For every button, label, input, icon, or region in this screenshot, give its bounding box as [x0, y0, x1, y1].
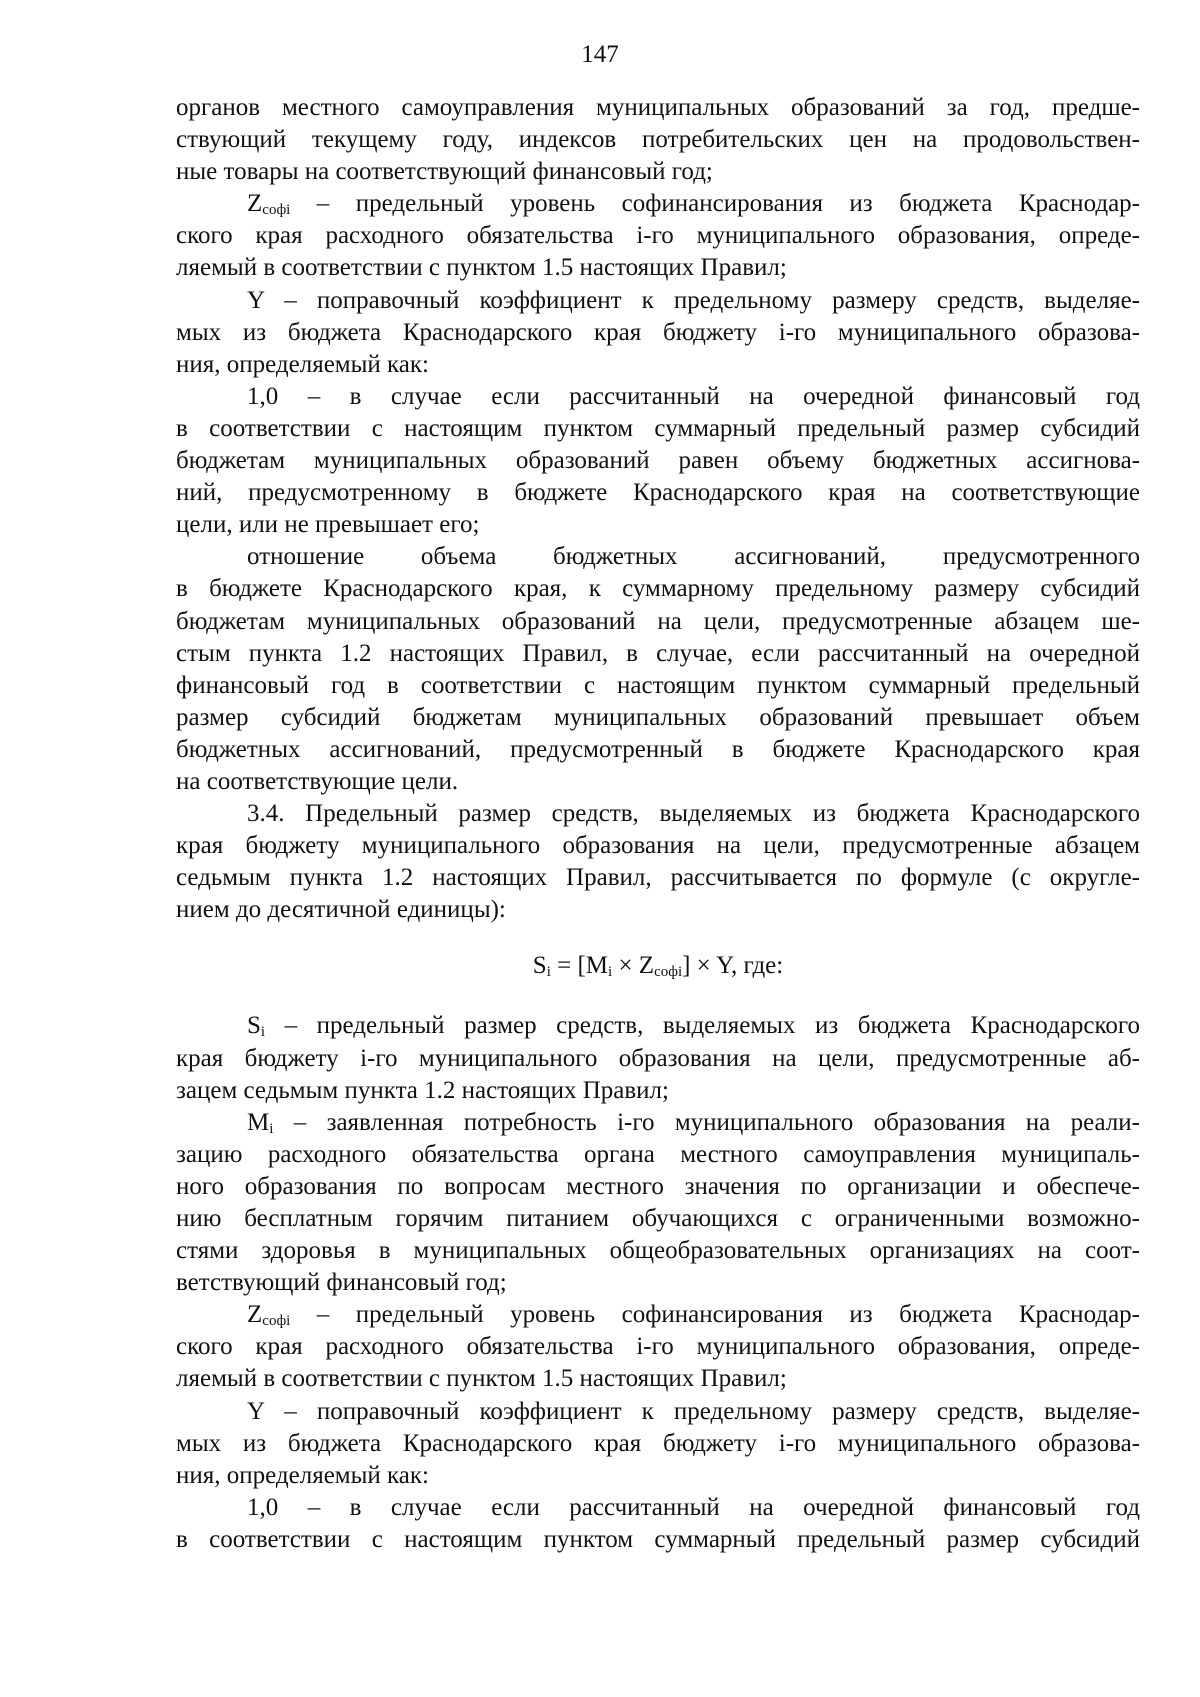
line-text: S	[247, 1012, 261, 1040]
line-text: ветствующий финансовый год;	[176, 1269, 507, 1297]
line-text: ний, предусмотренному в бюджете Краснодарского края на соответствующие	[176, 479, 1140, 507]
line-text-continued: – предельный уровень софинансирования из бюджета Краснодар-	[290, 190, 1140, 218]
text-line	[176, 188, 1140, 220]
line-subscript: i	[260, 1024, 266, 1041]
line-text: финансовый год в соответствии с настоящим пунктом суммарный предельный	[176, 671, 1140, 699]
text-line	[176, 349, 1140, 381]
text-line	[176, 862, 1140, 894]
formula-m-subscript: i	[608, 964, 613, 981]
line-text: Z	[247, 1301, 263, 1329]
text-line	[176, 124, 1140, 156]
text-line	[176, 638, 1140, 670]
text-line	[176, 413, 1140, 445]
line-text: мых из бюджета Краснодарского края бюджету i-го муниципального образова-	[176, 318, 1140, 346]
line-text-continued: – заявленная потребность i-го муниципального образования на реали-	[273, 1108, 1140, 1136]
formula-tail: ] × Y, где:	[682, 952, 784, 980]
text-line	[176, 1075, 1140, 1107]
text-line	[176, 702, 1140, 734]
line-text: на соответствующие цели.	[176, 767, 459, 795]
text-line	[176, 1203, 1140, 1235]
line-text: края бюджету муниципального образования на цели, предусмотренные абзацем	[176, 832, 1140, 860]
line-text: ного образования по вопросам местного значения по организации и обеспече-	[176, 1172, 1140, 1200]
line-text: в бюджете Краснодарского края, к суммарному предельному размеру субсидий	[176, 575, 1140, 603]
line-subscript: софi	[262, 1313, 291, 1330]
text-line	[176, 317, 1140, 349]
line-text: зацию расходного обязательства органа местного самоуправления муниципаль-	[176, 1140, 1140, 1168]
line-text-continued: – предельный уровень софинансирования из бюджета Краснодар-	[290, 1301, 1140, 1329]
line-text: стым пункта 1.2 настоящих Правил, в случае, если рассчитанный на очередной	[176, 639, 1140, 667]
line-text: Z	[247, 190, 263, 218]
line-subscript: софi	[262, 202, 291, 219]
line-text: в соответствии с настоящим пунктом суммарный предельный размер субсидий	[176, 1525, 1140, 1553]
text-line	[176, 1171, 1140, 1203]
line-text: Y – поправочный коэффициент к предельному размеру средств, выделяе-	[247, 1397, 1140, 1425]
line-text: бюджетных ассигнований, предусмотренный в бюджете Краснодарского края	[176, 735, 1140, 763]
line-text: 1,0 – в случае если рассчитанный на очередной финансовый год	[247, 382, 1140, 410]
text-line	[176, 92, 1140, 124]
text-line	[176, 509, 1140, 541]
line-text: зацем седьмым пункта 1.2 настоящих Правил;	[176, 1076, 669, 1104]
line-text: нию бесплатным горячим питанием обучающихся с ограниченными возможно-	[176, 1205, 1140, 1232]
line-text-continued: – предельный размер средств, выделяемых из бюджета Краснодарского	[265, 1012, 1140, 1040]
text-line	[176, 285, 1140, 317]
formula-eq: = [M	[550, 952, 609, 980]
line-text: в соответствии с настоящим пунктом суммарный предельный размер субсидий	[176, 414, 1140, 442]
text-line	[176, 1299, 1140, 1331]
text-line	[176, 220, 1140, 252]
line-text: 1,0 – в случае если рассчитанный на очередной финансовый год	[247, 1493, 1140, 1521]
text-line	[176, 445, 1140, 477]
line-subscript: i	[269, 1120, 274, 1137]
text-line	[176, 734, 1140, 766]
line-text: Y – поправочный коэффициент к предельному размеру средств, выделяе-	[247, 286, 1140, 314]
line-text: отношение объема бюджетных ассигнований, предусмотренного	[247, 543, 1140, 571]
text-line	[176, 1492, 1140, 1524]
text-line	[176, 1267, 1140, 1299]
line-text: края бюджету i-го муниципального образования на цели, предусмотренные аб-	[176, 1044, 1140, 1072]
line-text: ния, определяемый как:	[176, 1461, 429, 1489]
text-line	[176, 541, 1140, 573]
text-line	[176, 894, 1140, 926]
formula	[176, 944, 1140, 988]
line-text: 3.4. Предельный размер средств, выделяемых из бюджета Краснодарского	[247, 800, 1140, 828]
line-text: нием до десятичной единицы):	[176, 896, 506, 924]
line-text: цели, или не превышает его;	[176, 511, 480, 539]
text-line	[176, 156, 1140, 188]
text-line	[176, 381, 1140, 413]
text-line	[176, 1396, 1140, 1428]
text-line	[176, 1043, 1140, 1075]
line-text: седьмым пункта 1.2 настоящих Правил, рассчитывается по формуле (с округле-	[176, 864, 1140, 892]
line-text: размер субсидий бюджетам муниципальных образований превышает объем	[176, 703, 1140, 731]
line-text: ляемый в соответствии с пунктом 1.5 настоящих Правил;	[176, 1365, 787, 1393]
line-text: ствующий текущему году, индексов потребительских цен на продовольствен-	[176, 126, 1140, 154]
formula-z-subscript: софi	[654, 964, 683, 981]
text-line	[176, 1139, 1140, 1171]
line-text: бюджетам муниципальных образований равен объему бюджетных ассигнова-	[176, 447, 1140, 475]
formula-s: S	[532, 952, 547, 980]
text-line	[176, 1331, 1140, 1363]
text-line	[176, 606, 1140, 638]
text-line	[176, 573, 1140, 605]
text-line	[176, 1235, 1140, 1267]
text-line	[176, 1524, 1140, 1556]
document-body	[176, 92, 1140, 1556]
text-line	[176, 252, 1140, 284]
text-line	[176, 1363, 1140, 1395]
line-text: M	[247, 1108, 270, 1136]
line-text: ского края расходного обязательства i-го муниципального образования, опреде-	[176, 222, 1140, 250]
line-text: стями здоровья в муниципальных общеобразовательных организациях на соот-	[176, 1237, 1140, 1265]
text-line	[176, 830, 1140, 862]
line-text: ского края расходного обязательства i-го муниципального образования, опреде-	[176, 1333, 1140, 1361]
line-text: органов местного самоуправления муниципальных образований за год, предше-	[176, 94, 1140, 121]
text-line	[176, 798, 1140, 830]
text-line	[176, 1428, 1140, 1460]
text-line	[176, 766, 1140, 798]
text-block-lower	[176, 1010, 1140, 1556]
text-block-upper	[176, 92, 1140, 926]
text-line	[176, 1010, 1140, 1042]
line-text: ные товары на соответствующий финансовый год;	[176, 158, 713, 186]
line-text: мых из бюджета Краснодарского края бюджету i-го муниципального образова-	[176, 1429, 1140, 1457]
page-number: 147	[581, 41, 619, 68]
formula-s-subscript: i	[546, 964, 551, 981]
line-text: ния, определяемый как:	[176, 350, 429, 378]
text-line	[176, 1460, 1140, 1492]
text-line	[176, 477, 1140, 509]
text-line	[176, 1107, 1140, 1139]
formula-times: × Z	[612, 952, 655, 980]
line-text: бюджетам муниципальных образований на цели, предусмотренные абзацем ше-	[176, 607, 1140, 635]
text-line	[176, 670, 1140, 702]
line-text: ляемый в соответствии с пунктом 1.5 настоящих Правил;	[176, 254, 787, 282]
